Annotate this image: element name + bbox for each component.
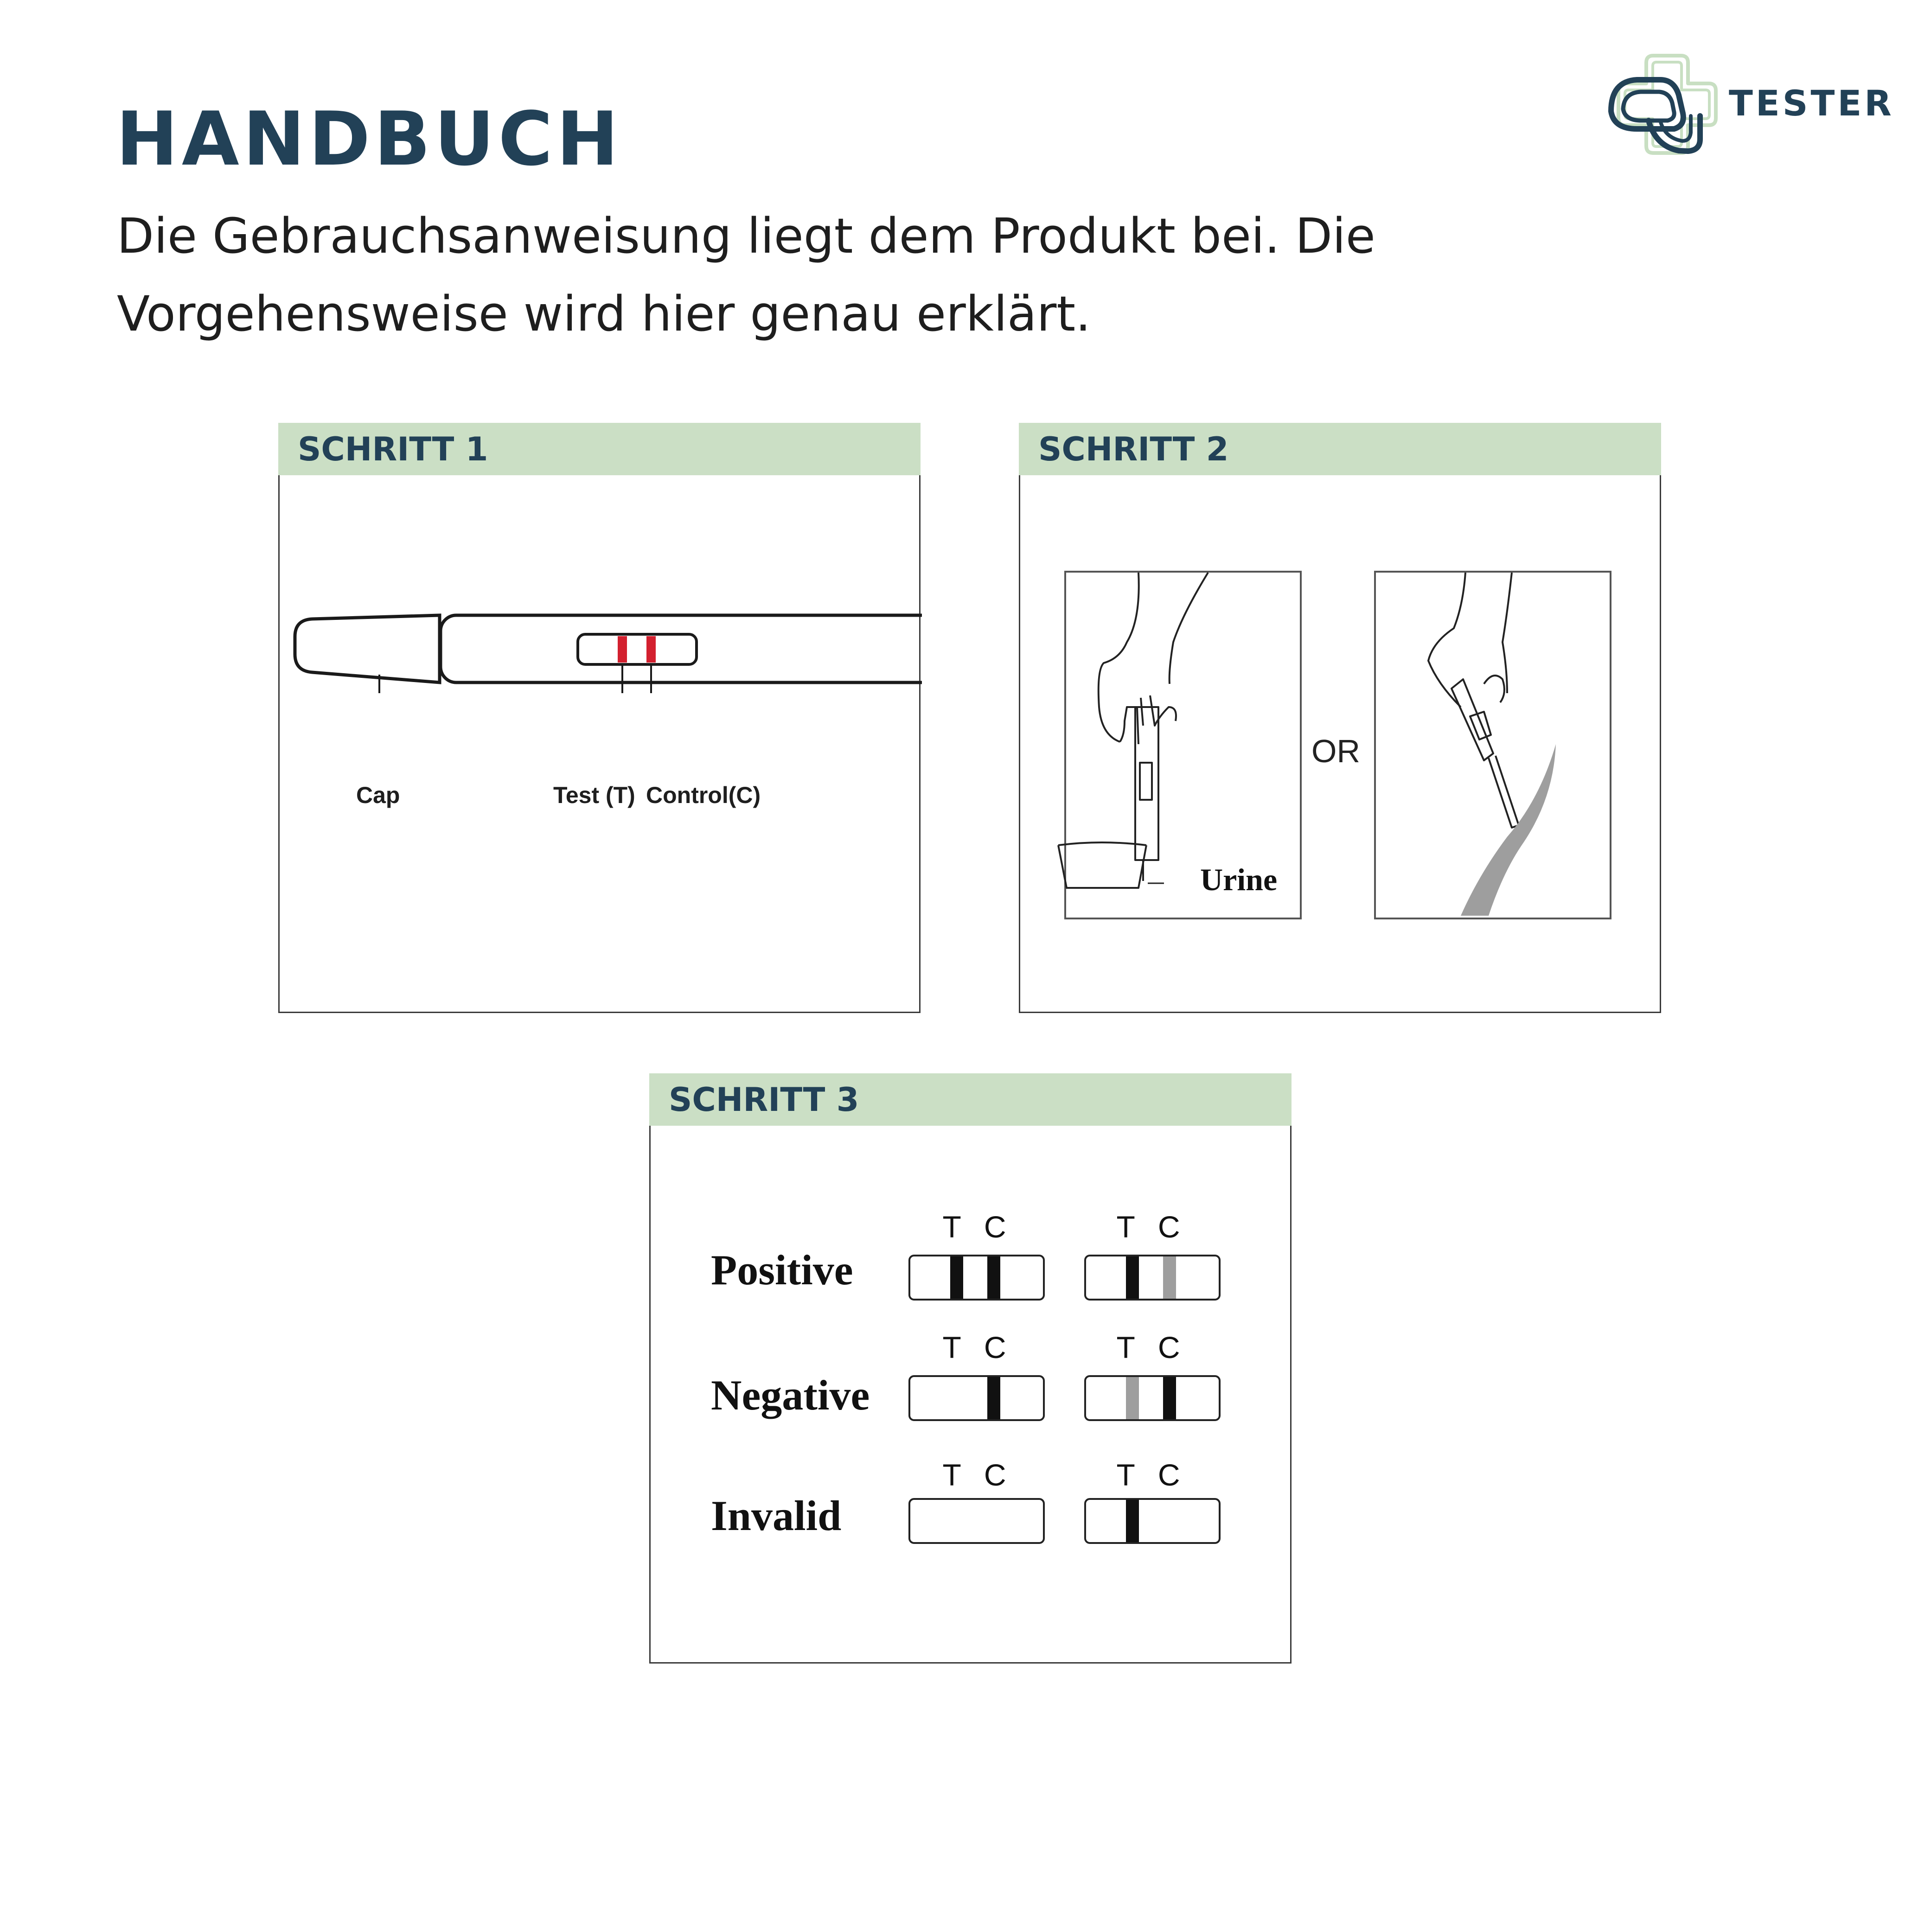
logo-text: TESTER — [1729, 83, 1894, 124]
negative-label: Negative — [711, 1371, 870, 1419]
positive-window-right — [1085, 1256, 1220, 1300]
invalid-window-left — [909, 1499, 1044, 1543]
tc-label: T C — [1116, 1330, 1188, 1365]
step-1-header: SCHRITT 1 — [278, 423, 921, 475]
tc-label: T C — [942, 1458, 1014, 1492]
step-3-diagram — [649, 1126, 1292, 1664]
stick-cap — [295, 615, 440, 682]
page-title: HANDBUCH — [116, 96, 622, 182]
step-3-header: SCHRITT 3 — [649, 1073, 1292, 1126]
tc-label: T C — [1116, 1210, 1188, 1244]
test-line — [618, 636, 627, 663]
intro-line-2: Vorgehensweise wird hier genau erklärt. — [117, 286, 1091, 342]
intro-line-1: Die Gebrauchsanweisung liegt dem Produkt bei. Die — [117, 208, 1375, 264]
invalid-window-right — [1085, 1499, 1220, 1543]
control-label: Control(C) — [646, 782, 761, 808]
negative-window-right — [1085, 1376, 1220, 1420]
cap-label: Cap — [356, 782, 400, 808]
or-label: OR — [1311, 733, 1360, 769]
test-stick-drawing — [280, 475, 922, 1013]
result-window — [578, 634, 697, 664]
step-2-header: SCHRITT 2 — [1019, 423, 1661, 475]
tc-label: T C — [942, 1210, 1014, 1244]
step-1-panel — [278, 423, 921, 1013]
step-3-panel — [649, 1073, 1292, 1664]
negative-window-left — [909, 1376, 1044, 1420]
tc-label: T C — [1116, 1458, 1188, 1492]
step-2-panel — [1019, 423, 1661, 1013]
stick-body — [441, 615, 922, 682]
step-2-diagram — [1019, 475, 1661, 1013]
result-windows — [651, 1126, 1293, 1664]
positive-label: Positive — [711, 1246, 853, 1294]
test-label: Test (T) — [553, 782, 635, 808]
control-line — [646, 636, 656, 663]
step-1-diagram — [278, 475, 921, 1013]
urine-label: Urine — [1200, 862, 1278, 897]
positive-window-left — [909, 1256, 1044, 1300]
invalid-label: Invalid — [711, 1492, 842, 1539]
intro-text — [117, 197, 1508, 353]
tc-label: T C — [942, 1330, 1014, 1365]
